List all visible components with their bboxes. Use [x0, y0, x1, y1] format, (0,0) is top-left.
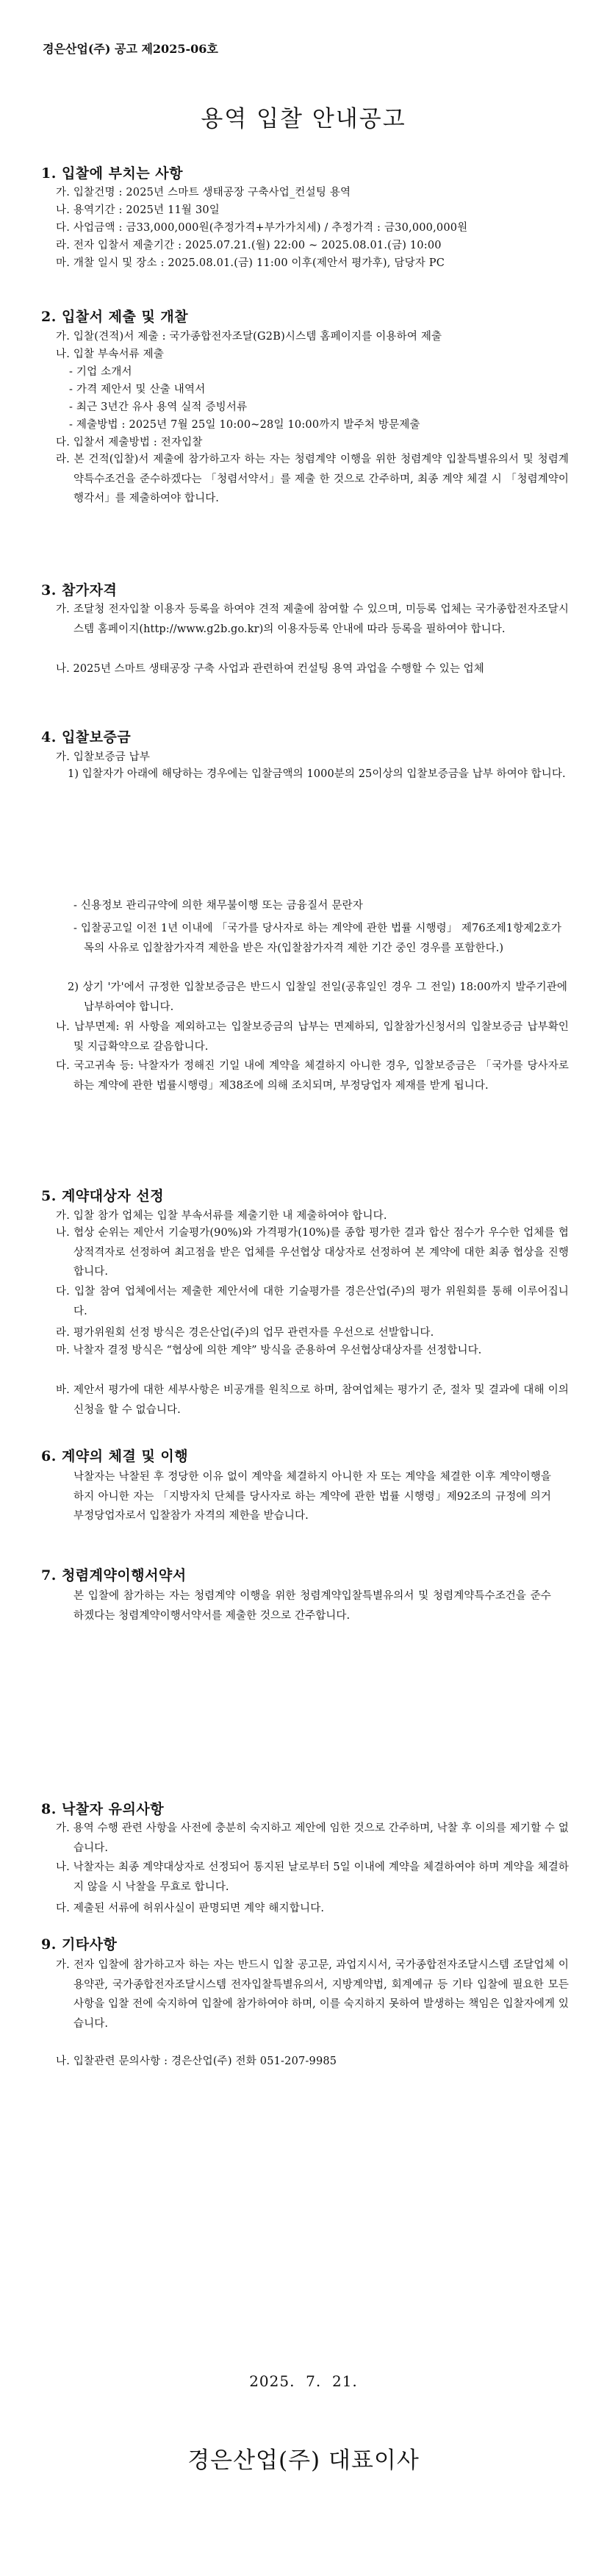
section-9-heading: 9. 기타사항 — [41, 1936, 118, 1953]
s1-item-b: 나. 용역기간 : 2025년 11월 30일 — [56, 204, 220, 216]
s9-item-a: 가. 전자 입찰에 참가하고자 하는 자는 반드시 입찰 공고문, 과업지시서, 국가종합전자조달시스템 조달업체 이용약관, 국가종합전자조달시스템 전자입찰특별유의서, 지방계약법, 회계예규 등 기타 입찰에 필요한 모든 사항을 입찰 전에 숙지하여 입찰에 참가하여야 하며, 이를 숙지하지 못하여 발생하는 책임은 입찰자에게 있습니다. — [56, 1959, 569, 2030]
notice-date: 2025. 7. 21. — [249, 2372, 358, 2390]
s8-item-a: 가. 용역 수행 관련 사항을 사전에 충분히 숙지하고 제안에 임한 것으로 간주하며, 낙찰 후 이의를 제기할 수 없습니다. — [56, 1822, 569, 1854]
s5-item-e: 마. 낙찰자 결정 방식은 “협상에 의한 계약” 방식을 준용하여 우선협상대상자를 선정합니다. — [56, 1345, 482, 1356]
s3-item-b: 나. 2025년 스마트 생태공장 구축 사업과 관련하여 컨설팅 용역 과업을 수행할 수 있는 업체 — [56, 663, 484, 675]
s2-item-c: 다. 입찰서 제출방법 : 전자입찰 — [56, 437, 203, 448]
s2-subitem: - 기업 소개서 — [69, 366, 132, 378]
s4-item-a1: 1) 입찰자가 아래에 해당하는 경우에는 입찰금액의 1000분의 25이상의 입찰보증금을 납부 하여야 합니다. — [68, 768, 566, 780]
s2-item-b: 나. 입찰 부속서류 제출 — [56, 348, 165, 360]
s1-item-c: 다. 사업금액 : 금33,000,000원(추정가격+부가가치세) / 추정가격 : 금30,000,000원 — [56, 222, 468, 234]
section-3-heading: 3. 참가자격 — [41, 582, 118, 598]
s4-item-b: 나. 납부면제: 위 사항을 제외하고는 입찰보증금의 납부는 면제하되, 입찰참가신청서의 입찰보증금 납부확인 및 지급확약으로 갈음합니다. — [56, 1021, 569, 1053]
s3-item-a: 가. 조달청 전자입찰 이용자 등록을 하여야 견적 제출에 참여할 수 있으며, 미등록 업체는 국가종합전자조달시스템 홈페이지(http://www.g2b.go.kr)의 이용자등록 안내에 따라 등록을 필하여야 합니다. — [56, 604, 569, 635]
s5-item-d: 라. 평가위원회 선정 방식은 경은산업(주)의 업무 관련자를 우선으로 선발합니다. — [56, 1327, 434, 1339]
s1-item-a: 가. 입찰건명 : 2025년 스마트 생태공장 구축사업_컨설팅 용역 — [56, 187, 351, 198]
s8-item-c: 다. 제출된 서류에 허위사실이 판명되면 계약 해지합니다. — [56, 1903, 325, 1914]
s2-subitem: - 가격 제안서 및 산출 내역서 — [69, 384, 206, 396]
s5-item-f: 바. 제안서 평가에 대한 세부사항은 비공개를 원칙으로 하며, 참여업체는 평가기 준, 절차 및 결과에 대해 이의 신청을 할 수 없습니다. — [56, 1384, 569, 1416]
section-6-heading: 6. 계약의 체결 및 이행 — [41, 1448, 189, 1464]
section-7-heading: 7. 청렴계약이행서약서 — [41, 1567, 187, 1584]
s1-item-e: 마. 개찰 일시 및 장소 : 2025.08.01.(금) 11:00 이후(제안서 평가후), 담당자 PC — [56, 257, 445, 269]
s2-item-a: 가. 입찰(견적)서 제출 : 국가종합전자조달(G2B)시스템 홈페이지를 이용하여 제출 — [56, 331, 442, 343]
s2-subitem: - 최근 3년간 유사 용역 실적 증빙서류 — [69, 401, 248, 413]
section-2-heading: 2. 입찰서 제출 및 개찰 — [41, 309, 189, 325]
s5-item-b: 나. 협상 순위는 제안서 기술평가(90%)와 가격평가(10%)를 종합 평가한 결과 합산 점수가 우수한 업체를 협상적격자로 선정하여 최고점을 받은 업체를 우선협상 대상자로 선정하여 본 계약에 대한 최종 협상을 진행합니다. — [56, 1227, 569, 1278]
s6-body: 낙찰자는 낙찰된 후 정당한 이유 없이 계약을 체결하지 아니한 자 또는 계약을 체결한 이후 계약이행을 하지 아니한 자는 「지방자치 단체를 당사자로 하는 계약에 관한 법률 시행령」제92조의 규정에 의거 부정당업자로서 입찰참가 자격의 제한을 받습니다. — [73, 1471, 551, 1522]
section-1-heading: 1. 입찰에 부치는 사항 — [41, 165, 184, 182]
signatory: 경은산업(주) 대표이사 — [187, 2447, 420, 2474]
s4-item-c: 다. 국고귀속 등: 낙찰자가 정해진 기일 내에 계약을 체결하지 아니한 경우, 입찰보증금은 「국가를 당사자로 하는 계약에 관한 법률시행령」제38조에 의해 조치되며, 부정당업자 제재를 받게 됩니다. — [56, 1060, 569, 1092]
section-8-heading: 8. 낙찰자 유의사항 — [41, 1801, 165, 1817]
page-title: 용역 입찰 안내공고 — [201, 106, 406, 132]
s4-item-a: 가. 입찰보증금 납부 — [56, 751, 151, 763]
section-5-heading: 5. 계약대상자 선정 — [41, 1188, 165, 1204]
s4-item-a2: 2) 상기 '가'에서 규정한 입찰보증금은 반드시 입찰일 전일(공휴일인 경우 그 전일) 18:00까지 발주기관에 납부하여야 합니다. — [68, 981, 567, 1013]
s1-item-d: 라. 전자 입찰서 제출기간 : 2025.07.21.(월) 22:00 ~ 2025.08.01.(금) 10:00 — [56, 240, 442, 251]
section-4-heading: 4. 입찰보증금 — [41, 729, 132, 745]
s7-body: 본 입찰에 참가하는 자는 청렴계약 이행을 위한 청렴계약입찰특별유의서 및 청렴계약특수조건을 준수하겠다는 청렴계약이행서약서를 제출한 것으로 간주합니다. — [73, 1590, 551, 1622]
s4-bullet: - 입찰공고일 이전 1년 이내에 「국가를 당사자로 하는 계약에 관한 법률 시행령」 제76조제1항제2호가목의 사유로 입찰참가자격 제한을 받은 자(입찰참가자격 제한 기간 중인 경우를 포함한다.) — [73, 923, 561, 954]
s4-bullet: - 신용정보 관리규약에 의한 채무불이행 또는 금융질서 문란자 — [73, 900, 363, 912]
s5-item-a: 가. 입찰 참가 업체는 입찰 부속서류를 제출기한 내 제출하여야 합니다. — [56, 1210, 387, 1222]
notice-number: 경은산업(주) 공고 제2025-06호 — [43, 42, 218, 56]
s5-item-c: 다. 입찰 참여 업체에서는 제출한 제안서에 대한 기술평가를 경은산업(주)의 평가 위원회를 통해 이루어집니다. — [56, 1286, 569, 1317]
s8-item-b: 나. 낙찰자는 최종 계약대상자로 선정되어 통지된 날로부터 5일 이내에 계약을 체결하여야 하며 계약을 체결하지 않을 시 낙찰을 무효로 합니다. — [56, 1861, 569, 1893]
s2-item-d: 라. 본 건적(입찰)서 제출에 참가하고자 하는 자는 청렴계약 이행을 위한 청렴계약 입찰특별유의서 및 청렴계약특수조건을 준수하겠다는 「청렴서약서」를 제출 한 것으로 간주하며, 최종 계약 체결 시 「청렴계약이행각서」를 제출하여야 합니다. — [56, 454, 569, 504]
s9-item-b: 나. 입찰관련 문의사항 : 경은산업(주) 전화 051-207-9985 — [56, 2056, 337, 2067]
s2-subitem: - 제출방법 : 2025년 7월 25일 10:00~28일 10:00까지 발주처 방문제출 — [69, 419, 420, 431]
